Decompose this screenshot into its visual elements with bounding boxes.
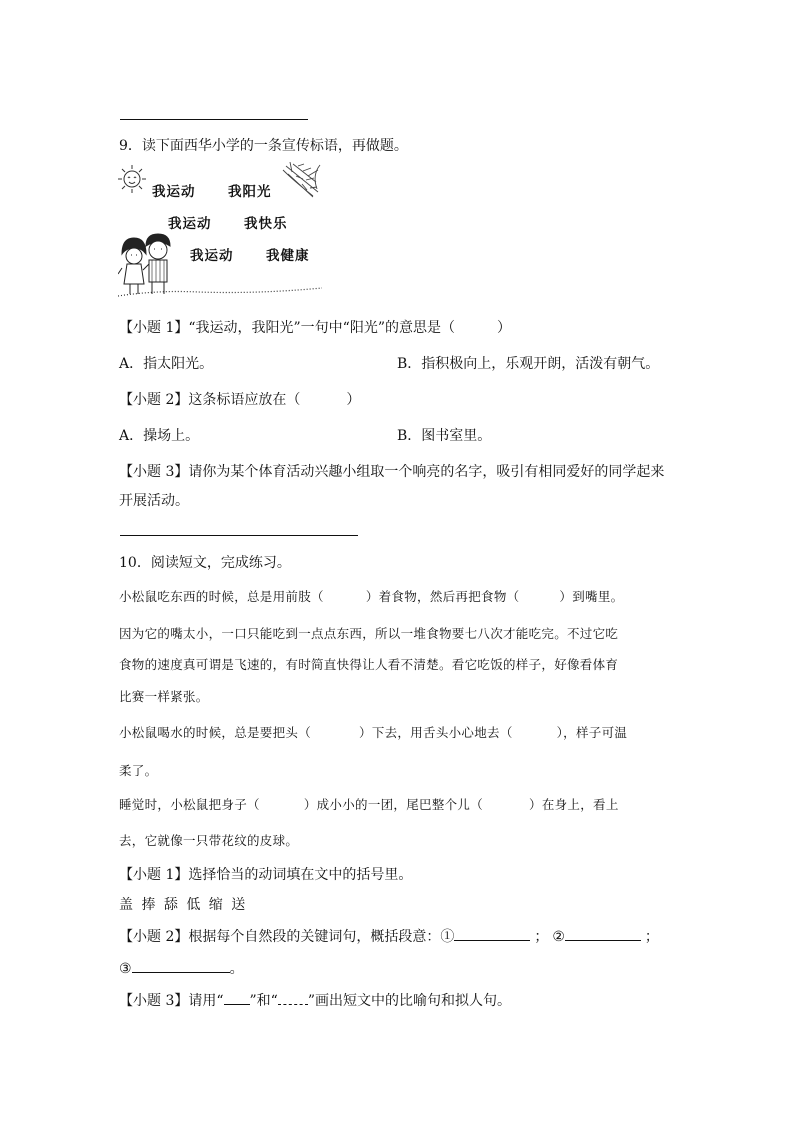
passage-text: ）在身上，看上 <box>529 797 619 812</box>
passage-p1-line3: 食物的速度真可谓是飞速的，有时简直快得让人看不清楚。看它吃饭的样子，好像看体育 <box>119 657 619 672</box>
q9-sub1-option-b: B．指积极向上，乐观开朗，活泼有朝气。 <box>397 356 660 372</box>
passage-text: 睡觉时，小松鼠把身子（ <box>119 797 260 812</box>
q9-sub1-stem-close: ） <box>497 320 511 336</box>
q10-sub2-line1 <box>119 926 659 946</box>
q10-sub1-word-bank: 盖 捧 舔 低 缩 送 <box>119 897 248 913</box>
passage-p1-line4: 比赛一样紧张。 <box>119 689 209 704</box>
children-illustration <box>118 234 170 294</box>
period: 。 <box>229 961 244 977</box>
q9-sub2-option-a: A．操场上。 <box>119 428 200 444</box>
separator: ； <box>644 929 659 945</box>
passage-p2-line2: 柔了。 <box>119 763 158 778</box>
passage-text: ）着食物，然后再把食物（ <box>365 589 520 604</box>
slogan-line1-a: 我运动 <box>152 184 196 200</box>
q9-sub1-stem-text: 【小题 1】“我运动，我阳光”一句中“阳光”的意思是（ <box>119 320 455 336</box>
q9-sub1-stem <box>119 317 511 337</box>
q10-sub3-text: ”画出短文中的比喻句和拟人句。 <box>307 993 512 1009</box>
sun-icon <box>118 165 146 193</box>
q10-title: 10．阅读短文，完成练习。 <box>119 555 291 571</box>
slogan-line3-b: 我健康 <box>266 248 310 264</box>
wavy-underline-sample <box>278 992 308 1005</box>
answer-marker-2: ② <box>552 929 565 945</box>
passage-p3-line2: 去，它就像一只带花纹的皮球。 <box>119 833 299 848</box>
answer-marker-3: ③ <box>119 961 132 977</box>
passage-text: 小松鼠喝水的时候，总是要把头（ <box>119 725 312 740</box>
q10-sub3-text: 【小题 3】请用“ <box>119 993 224 1009</box>
q10-sub2-line2 <box>119 958 244 978</box>
q10-sub3-stem <box>119 990 511 1010</box>
passage-text: 小松鼠吃东西的时候，总是用前肢（ <box>119 589 324 604</box>
passage-text: ），样子可温 <box>556 725 628 740</box>
q10-sub2-stem: 【小题 2】根据每个自然段的关键词句，概括段意： <box>119 929 441 945</box>
slogan-line2-a: 我运动 <box>168 216 212 232</box>
answer-blank-3[interactable] <box>132 960 230 973</box>
q9-sub2-option-b: B．图书室里。 <box>397 428 492 444</box>
passage-p1-line2: 因为它的嘴太小，一口只能吃到一点点东西，所以一堆食物要七八次才能吃完。不过它吃 <box>119 626 619 641</box>
q9-sub1-option-a: A．指太阳光。 <box>119 356 214 372</box>
q9-sub3-line1: 【小题 3】请你为某个体育活动兴趣小组取一个响亮的名字，吸引有相同爱好的同学起来 <box>119 464 665 480</box>
passage-p1-line1 <box>119 587 623 605</box>
q9-sub3-line2: 开展活动。 <box>119 493 189 509</box>
straight-underline-sample <box>224 992 250 1005</box>
slogan-poster <box>118 162 322 300</box>
q9-title: 9．读下面西华小学的一条宣传标语，再做题。 <box>119 138 408 154</box>
answer-line-top <box>120 119 308 120</box>
separator: ； <box>534 929 549 945</box>
q10-sub3-text: ”和“ <box>249 993 278 1009</box>
answer-blank-1[interactable] <box>454 928 530 941</box>
passage-text: ）到嘴里。 <box>559 589 624 604</box>
q9-sub2-stem-text: 【小题 2】这条标语应放在（ <box>119 392 301 408</box>
slogan-line3-a: 我运动 <box>190 248 234 264</box>
q9-sub2-stem-close: ） <box>346 392 361 408</box>
ground-line <box>118 288 322 296</box>
passage-p2-line1 <box>119 723 627 741</box>
q10-sub1-stem: 【小题 1】选择恰当的动词填在文中的括号里。 <box>119 867 413 883</box>
slogan-line1-b: 我阳光 <box>228 184 272 200</box>
poster-illustration <box>118 162 322 300</box>
answer-blank-2[interactable] <box>565 928 641 941</box>
passage-text: ）成小小的一团，尾巴整个儿（ <box>303 797 484 812</box>
palm-leaf-icon <box>283 162 320 197</box>
q9-sub2-stem <box>119 389 360 409</box>
passage-text: ）下去，用舌头小心地去（ <box>359 725 513 740</box>
answer-marker-1: ① <box>440 929 455 945</box>
slogan-line2-b: 我快乐 <box>244 216 288 232</box>
answer-line-q9[interactable] <box>120 535 358 536</box>
passage-p3-line1 <box>119 795 619 813</box>
